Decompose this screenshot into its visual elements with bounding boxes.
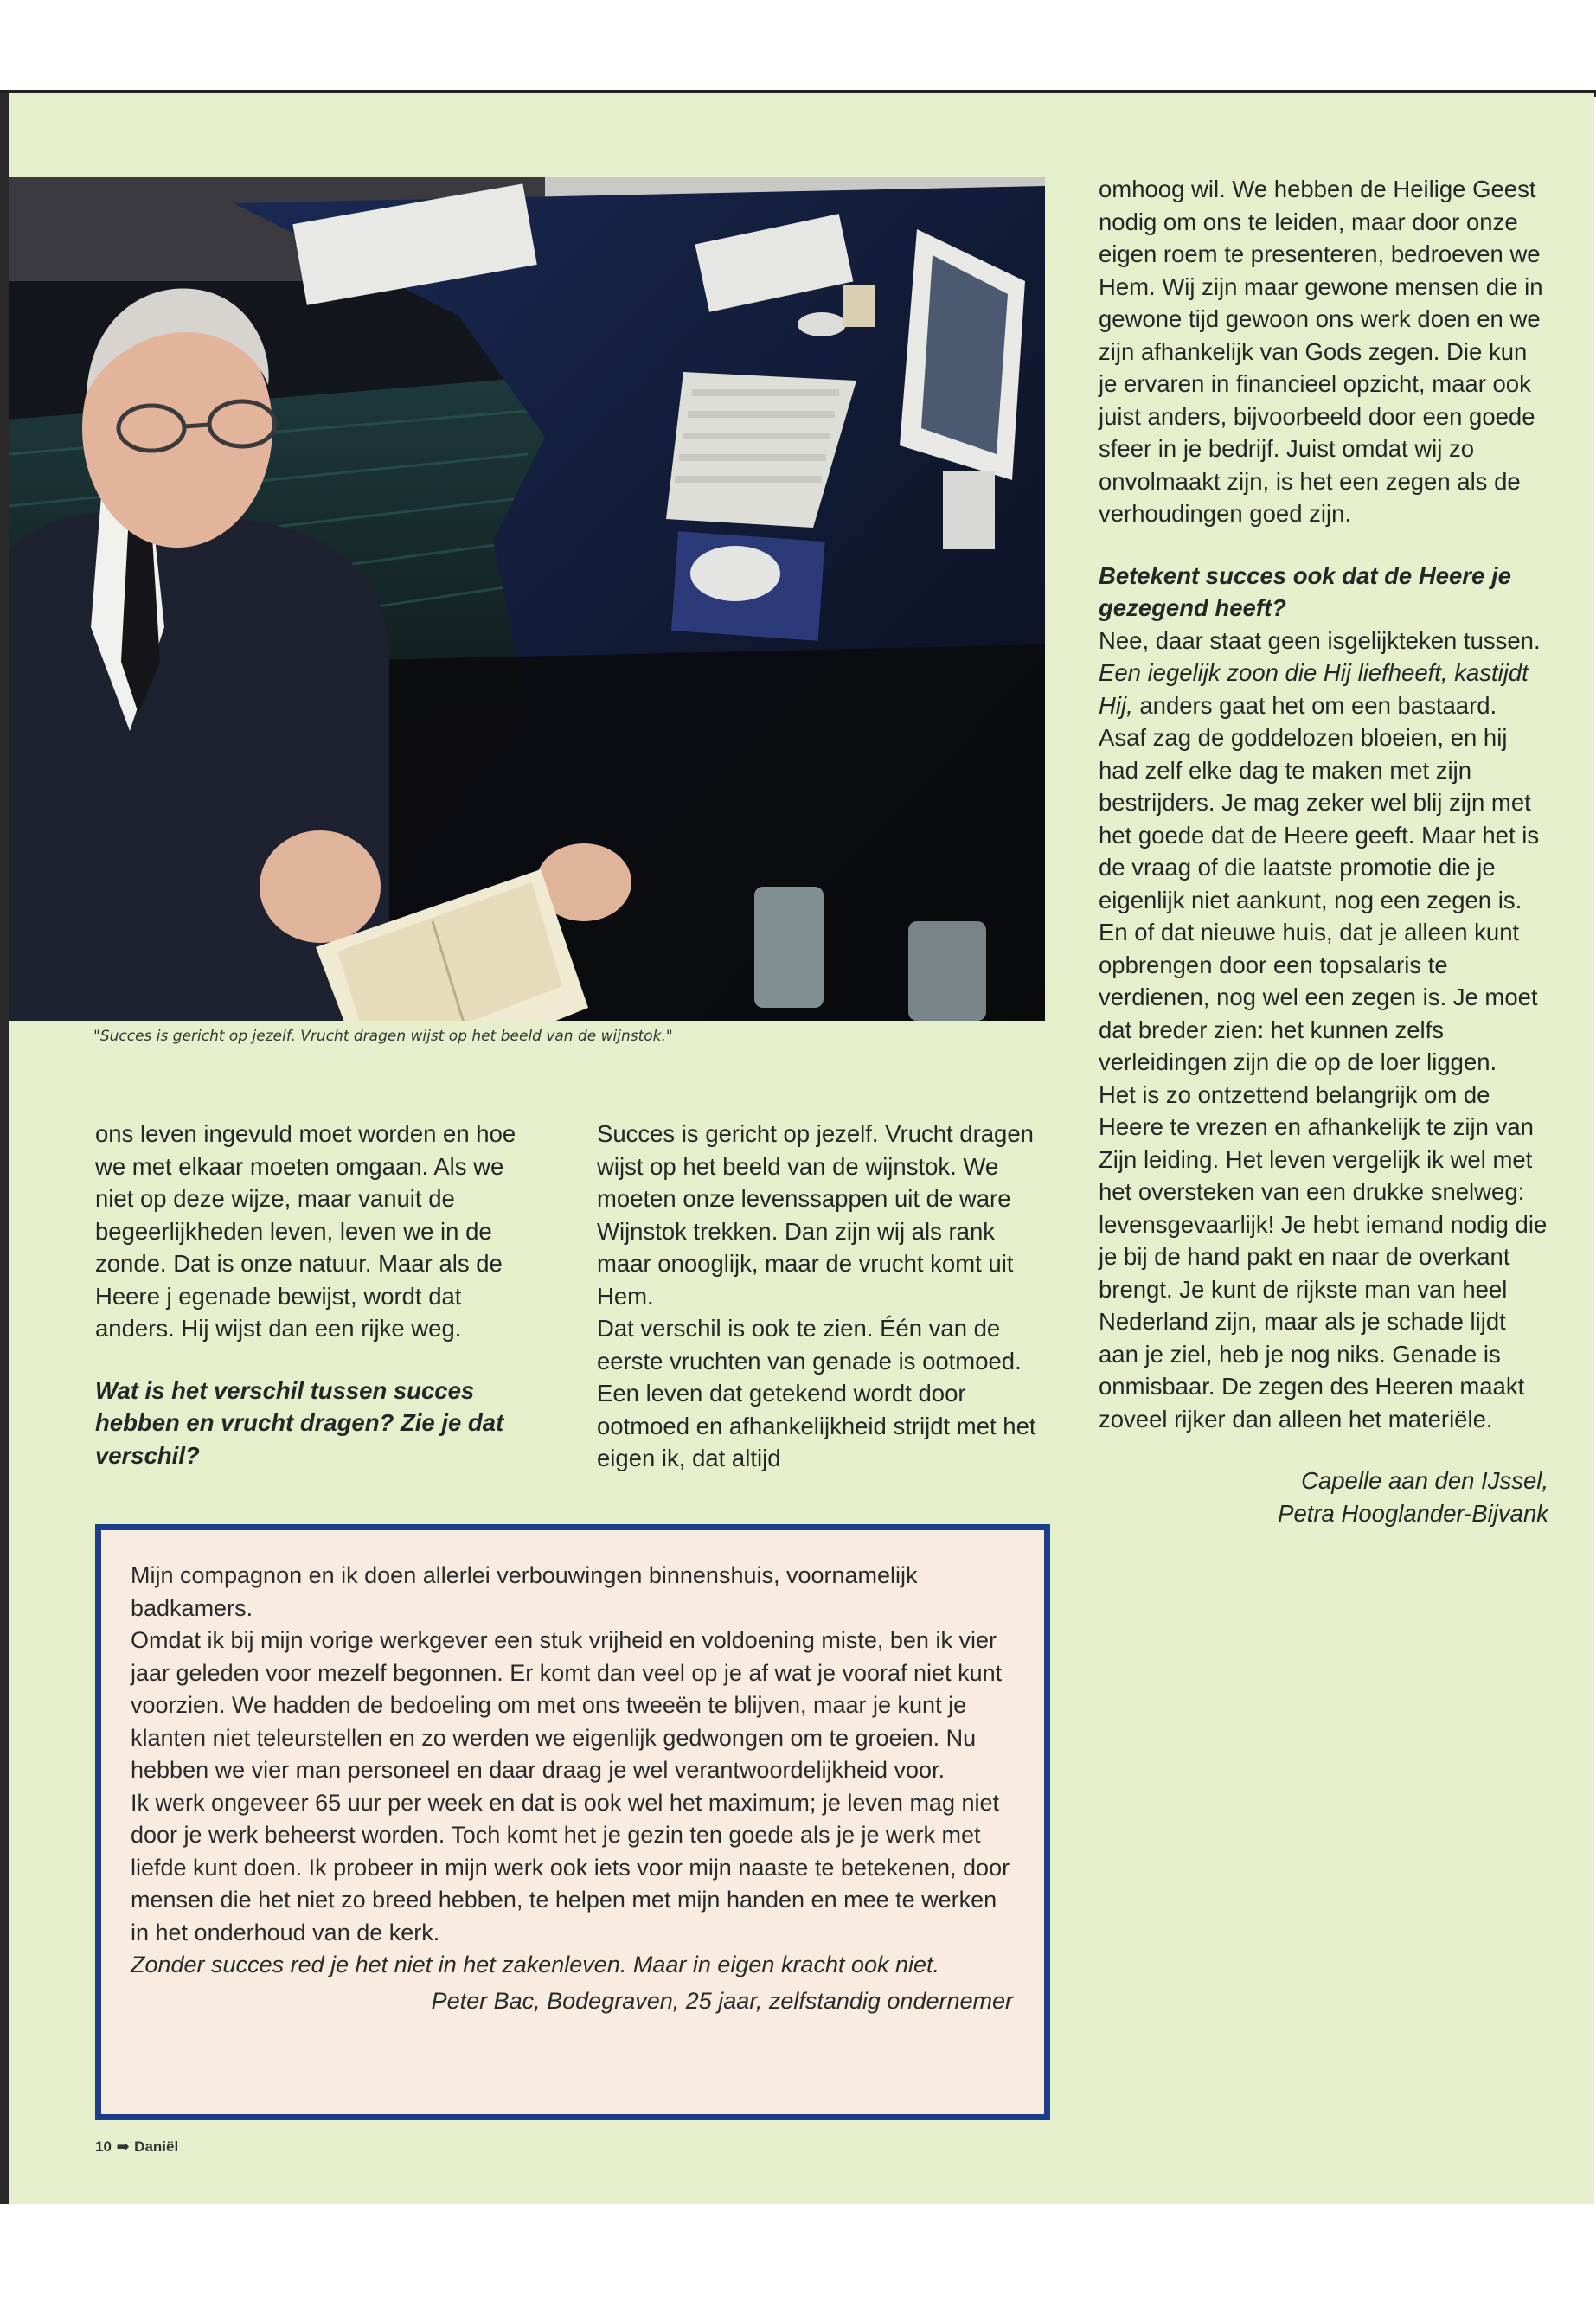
article-column-3 — [1099, 173, 1548, 1529]
signature-name: Petra Hooglander-Bijvank — [1278, 1499, 1548, 1527]
testimony-text — [131, 1560, 1013, 2017]
testimony-paragraph-2: Omdat ik bij mijn vorige werkgever een stuk vrijheid en voldoening miste, ben ik vier jaar geleden voor mezelf begonnen. Er komt dan veel op je af wat je vooraf niet kunt voorzien. We hadden de bedoeling om met ons tweeën te blijven, maar je kunt je klanten niet teleurstellen en zo werden we eigenlijk gedwongen om te groeien. Nu hebben we vier man personeel en daar draag je wel verantwoordelijkheid voor. — [131, 1627, 1003, 1783]
interview-question-2: Betekent succes ook dat de Heere je gezegend heeft? — [1099, 561, 1511, 621]
column-3-paragraph-1: omhoog wil. We hebben de Heilige Geest nodig om ons te leiden, maar door onze eigen roem te presenteren, bedroeven we Hem. Wij zijn maar gewone mensen die in gewone tijd gewoon ons werk doen en we zijn afhankelijk van Gods zegen. Die kun je ervaren in financieel opzicht, maar ook juist anders, bijvoorbeeld door een goede sfeer in je bedrijf. Juist omdat wij zo onvolmaakt zijn, is het een zegen als de verhoudingen goed zijn. — [1099, 176, 1543, 527]
column-3-paragraph-3: Het is zo ontzettend belangrijk om de Heere te vrezen en afhankelijk te zijn van Zijn leiding. Het leven vergelijk ik wel met het oversteken van een drukke snelweg: levensgevaarlijk! Je hebt iemand nodig die je bij de hand pakt en naar de overkant brengt. Je kunt de rijkste man van heel Nederland zijn, maar als je schade lijdt aan je ziel, heb je nog niks. Genade is onmisbaar. De zegen des Heeren maakt zoveel rijker dan alleen het materiële. — [1099, 1080, 1548, 1433]
bible-quote: Een iegelijk zoon die Hij liefheeft, kastijdt Hij, — [1099, 659, 1529, 719]
testimony-signature: Peter Bac, Bodegraven, 25 jaar, zelfstandig ondernemer — [431, 1987, 1013, 2014]
article-column-1 — [95, 1118, 545, 1471]
article-column-2 — [597, 1118, 1047, 1475]
testimony-paragraph-1: Mijn compagnon en ik doen allerlei verbouwingen binnenshuis, voornamelijk badkamers. — [131, 1562, 918, 1621]
photo-illustration — [9, 177, 1045, 1021]
page-number: 10 — [95, 2138, 112, 2155]
interview-question-1: Wat is het verschil tussen succes hebben en vrucht dragen? Zie je dat verschil? — [95, 1376, 504, 1469]
page-footer — [95, 2138, 178, 2156]
page-left-edge — [0, 93, 9, 2204]
arrow-right-icon: ➡ — [116, 2138, 130, 2155]
column-3-paragraph-2 — [1099, 625, 1548, 1079]
column-1-paragraph: ons leven ingevuld moet worden en hoe we met elkaar moeten omgaan. Als we niet op deze wijze, maar vanuit de begeerlijkheden leven, leven we in de zonde. Dat is onze natuur. Maar als de Heere j egenade bewijst, wordt dat anders. Hij wijst dan een rijke weg. — [95, 1120, 516, 1342]
column-2-paragraph-2: Dat verschil is ook te zien. Één van de eerste vruchten van genade is ootmoed. Een leven dat getekend wordt door ootmoed en afhankelijkheid strijdt met het eigen ik, dat altijd — [597, 1315, 1036, 1471]
paragraph-2-intro: Nee, daar staat geen isgelijkteken tussen. — [1099, 626, 1541, 654]
testimony-paragraph-3: Ik werk ongeveer 65 uur per week en dat is ook wel het maximum; je leven mag niet door je werk beheerst worden. Toch komt het je gezin ten goede als je je werk met liefde kunt doen. Ik probeer in mijn werk ook iets voor mijn naaste te betekenen, door mensen die het niet zo breed hebben, te helpen met mijn handen en mee te werken in het onderhoud van de kerk. — [131, 1789, 1010, 1945]
testimony-paragraph-4: Zonder succes red je het niet in het zakenleven. Maar in eigen kracht ook niet. — [131, 1952, 940, 1977]
article-photo — [9, 177, 1045, 1021]
paragraph-2-rest: anders gaat het om een bastaard. Asaf zag de goddelozen bloeien, en hij had zelf elke dag te maken met zijn bestrijders. Je mag zeker wel blij zijn met het goede dat de Heere geeft. Maar het is de vraag of die laatste promotie die je eigenlijk niet aankunt, nog een zegen is. En of dat nieuwe huis, dat je alleen kunt opbrengen door een topsalaris te verdienen, nog wel een zegen is. Je moet dat breder zien: het kunnen zelfs verleidingen zijn die op de loer liggen. — [1099, 691, 1540, 1075]
column-2-paragraph-1: Succes is gericht op jezelf. Vrucht dragen wijst op het beeld van de wijnstok. We moeten onze levenssappen uit de ware Wijnstok trekken. Dan zijn wij als rank maar onooglijk, maar de vrucht komt uit Hem. — [597, 1120, 1034, 1310]
signature-location: Capelle aan den IJssel, — [1301, 1467, 1548, 1494]
photo-caption: "Succes is gericht op jezelf. Vrucht dragen wijst op het beeld van de wijnstok." — [93, 1028, 673, 1045]
magazine-name: Daniël — [134, 2138, 179, 2155]
testimony-box — [95, 1524, 1050, 2120]
